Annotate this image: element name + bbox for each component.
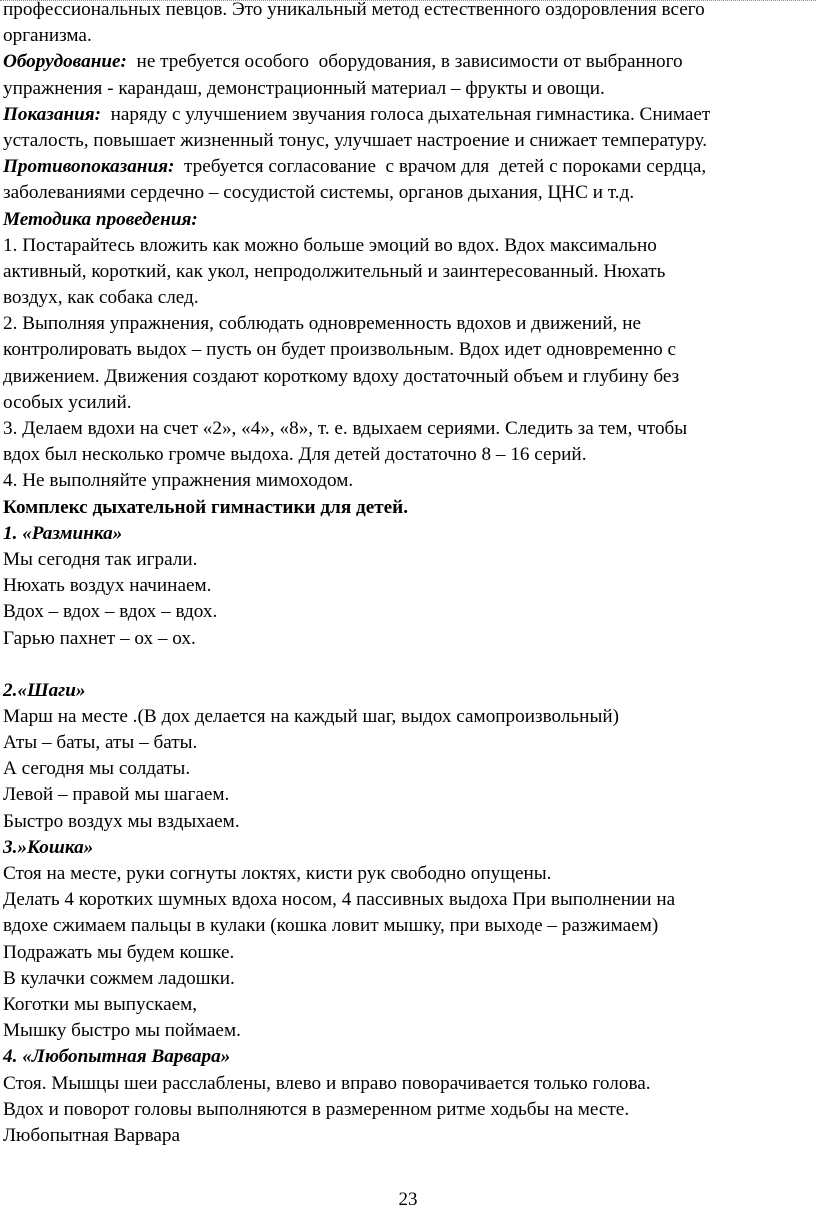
exercise-line: Марш на месте .(В дох делается на каждый шаг, выдох самопроизвольный): [3, 705, 620, 727]
method-line: 2. Выполняя упражнения, соблюдать одновременность вдохов и движений, не: [3, 313, 641, 335]
indications-text: усталость, повышает жизненный тонус, улучшает настроение и снижает температуру.: [3, 129, 708, 151]
complex-heading: Комплекс дыхательной гимнастики для детей.: [3, 496, 409, 518]
indications-label: Показания:: [3, 103, 102, 125]
equipment-text: не требуется особого оборудования, в зависимости от выбранного: [126, 51, 683, 73]
intro-line: организма.: [3, 25, 92, 47]
exercise-line: Стоя. Мышцы шеи расслаблены, влево и вправо поворачивается только голова.: [3, 1072, 651, 1094]
exercise-title: 3.»Кошка»: [3, 836, 94, 858]
method-line: вдох был несколько громче выдоха. Для детей достаточно 8 – 16 серий.: [3, 444, 587, 466]
page-body: [3, 0, 813, 1149]
exercise-line: Вдох – вдох – вдох – вдох.: [3, 601, 218, 623]
indications-paragraph: [3, 102, 813, 128]
exercise-line: Подражать мы будем кошке.: [3, 941, 235, 963]
exercise-line: А сегодня мы солдаты.: [3, 758, 191, 780]
exercise-title: 2.«Шаги»: [3, 679, 86, 701]
exercise-line: вдохе сжимаем пальцы в кулаки (кошка ловит мышку, при выходе – разжимаем): [3, 915, 659, 937]
method-line: 4. Не выполняйте упражнения мимоходом.: [3, 470, 354, 492]
method-heading: Методика проведения:: [3, 208, 198, 230]
page-number: 23: [398, 1189, 418, 1210]
exercise-line: Левой – правой мы шагаем.: [3, 784, 230, 806]
method-line: особых усилий.: [3, 391, 132, 413]
exercise-line: Гарью пахнет – ох – ох.: [3, 627, 196, 649]
exercise-line: Аты – баты, аты – баты.: [3, 732, 198, 754]
equipment-paragraph: [3, 49, 813, 75]
equipment-text: упражнения - карандаш, демонстрационный материал – фрукты и овощи.: [3, 77, 605, 99]
contraindications-text: требуется согласование с врачом для детей с пороками сердца,: [174, 156, 707, 178]
method-line: контролировать выдох – пусть он будет произвольным. Вдох идет одновременно с: [3, 339, 677, 361]
method-line: движением. Движения создают короткому вдоху достаточный объем и глубину без: [3, 365, 680, 387]
method-line: воздух, как собака след.: [3, 287, 199, 309]
exercise-line: Мышку быстро мы поймаем.: [3, 1020, 241, 1042]
exercise-line: Стоя на месте, руки согнуты локтях, кисти рук свободно опущены.: [3, 863, 552, 884]
exercise-line: Вдох и поворот головы выполняются в размеренном ритме ходьбы на месте.: [3, 1098, 630, 1120]
method-line: активный, короткий, как укол, непродолжительный и заинтересованный. Нюхать: [3, 260, 666, 282]
contraindications-label: Противопоказания:: [3, 156, 175, 178]
exercise-line: Быстро воздух мы вздыхаем.: [3, 810, 240, 832]
exercise-line: Коготки мы выпускаем,: [3, 993, 198, 1015]
equipment-label: Оборудование:: [3, 51, 127, 73]
contraindications-paragraph: [3, 154, 813, 180]
contraindications-text: заболеваниями сердечно – сосудистой системы, органов дыхания, ЦНС и т.д.: [3, 182, 635, 204]
method-line: 3. Делаем вдохи на счет «2», «4», «8», т. е. вдыхаем сериями. Следить за тем, чтобы: [3, 418, 688, 439]
exercise-title: 1. «Разминка»: [3, 522, 123, 544]
exercise-line: Делать 4 коротких шумных вдоха носом, 4 пассивных выдоха При выполнении на: [3, 889, 676, 911]
exercise-line: В кулачки сожмем ладошки.: [3, 967, 235, 989]
exercise-line: Нюхать воздух начинаем.: [3, 575, 212, 597]
blank-line: [3, 652, 813, 678]
exercise-line: Любопытная Варвара: [3, 1124, 180, 1146]
exercise-line: Мы сегодня так играли.: [3, 548, 198, 570]
exercise-title: 4. «Любопытная Варвара»: [3, 1046, 231, 1068]
indications-text: наряду с улучшением звучания голоса дыхательная гимнастика. Снимает: [101, 103, 711, 125]
intro-line: профессиональных певцов. Это уникальный метод естественного оздоровления всего: [3, 0, 705, 20]
method-line: 1. Постарайтесь вложить как можно больше эмоций во вдох. Вдох максимально: [3, 234, 657, 256]
